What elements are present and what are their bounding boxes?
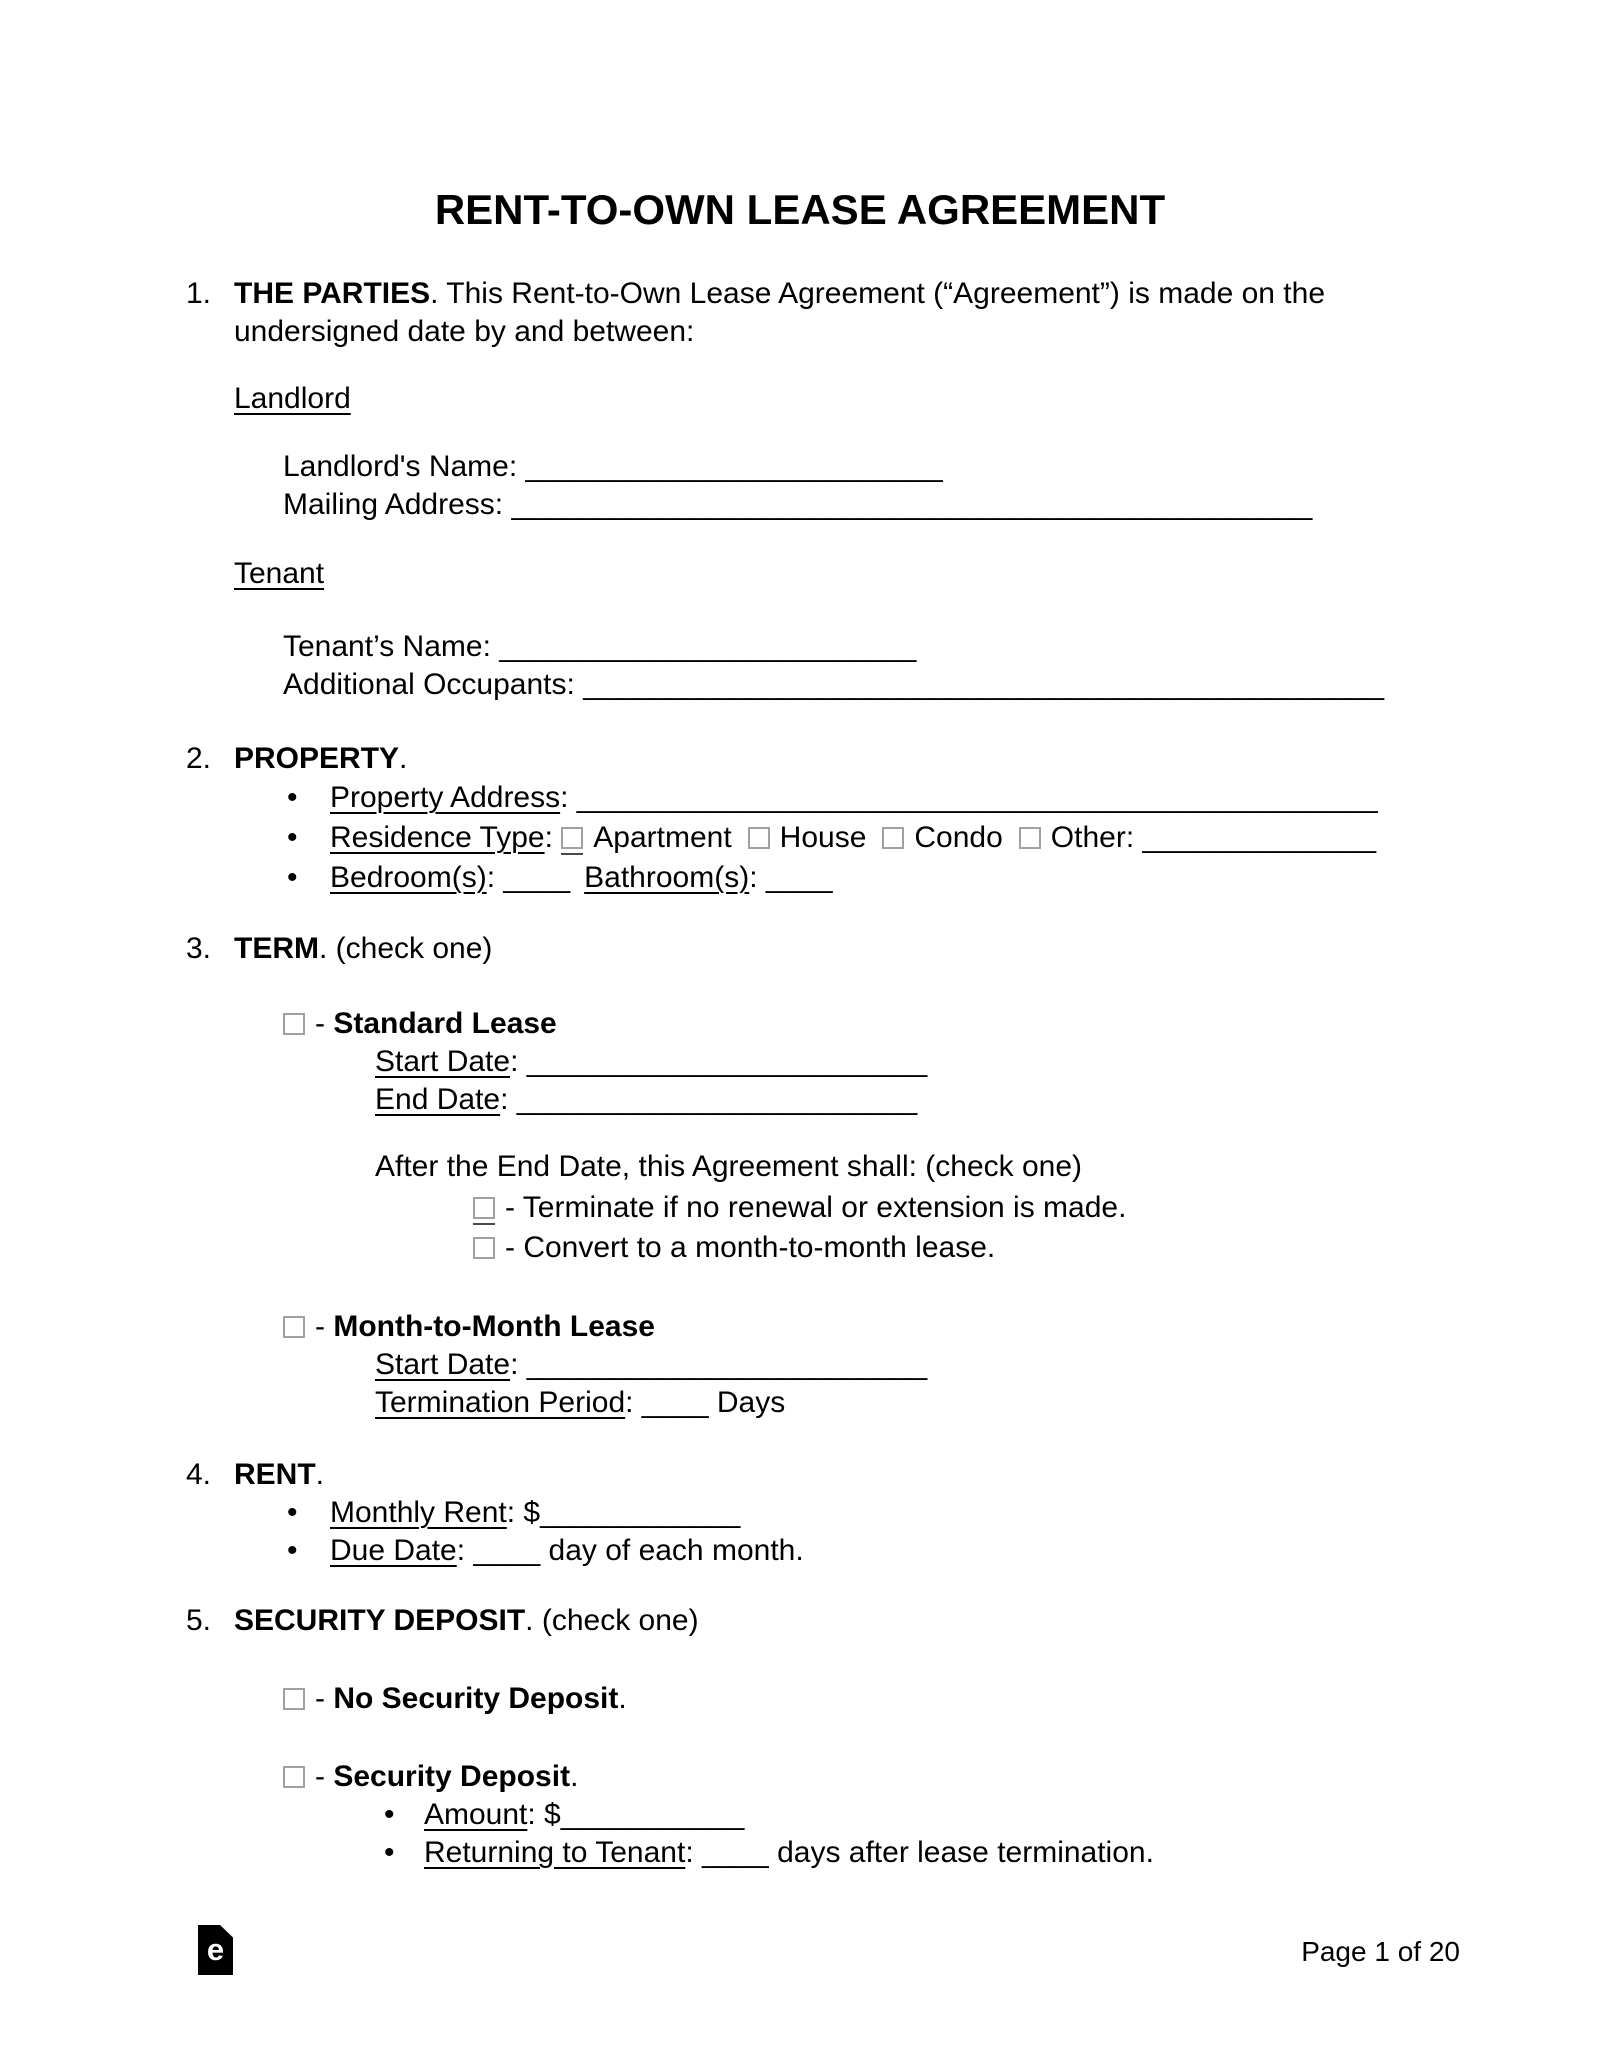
deposit-return-suffix: days after lease termination. [768, 1836, 1154, 1869]
section-title: SECURITY DEPOSIT [234, 1604, 526, 1637]
condo-checkbox[interactable] [882, 827, 904, 849]
section-title: THE PARTIES [234, 277, 431, 310]
eforms-logo [198, 1925, 233, 1975]
terminate-option-text: Terminate if no renewal or extension is made. [522, 1191, 1127, 1224]
landlord-name-row [283, 448, 943, 486]
section-number: 2. [186, 742, 212, 775]
additional-occupants-row [283, 666, 1384, 704]
standard-end-date-row [375, 1081, 917, 1119]
monthly-rent-blank: ____________ [540, 1496, 741, 1529]
separator: : [566, 668, 584, 701]
monthly-rent-label: Monthly Rent [330, 1496, 507, 1529]
dash: - [505, 1191, 523, 1224]
bullet-icon: • [287, 1496, 298, 1529]
landlord-name-blank: _________________________ [525, 450, 943, 483]
convert-option-text: Convert to a month-to-month lease. [523, 1231, 996, 1264]
standard-start-date-row [375, 1043, 927, 1081]
house-checkbox[interactable] [748, 827, 770, 849]
section-number: 3. [186, 932, 212, 965]
bedrooms-blank: ____ [503, 861, 571, 894]
condo-option-label: Condo [914, 821, 1003, 854]
separator: : [560, 781, 577, 814]
section-title-note: . (check one) [319, 932, 493, 965]
separator: : [749, 861, 766, 894]
section-parties-heading [186, 275, 1452, 351]
month-to-month-checkbox[interactable] [283, 1316, 305, 1338]
termination-period-blank: ____ [641, 1386, 709, 1419]
section-property-heading [186, 740, 407, 778]
separator: : [508, 450, 526, 483]
separator: : $ [527, 1798, 561, 1831]
bullet-icon: • [287, 821, 298, 854]
separator: : [685, 1836, 702, 1869]
separator: : [1125, 821, 1143, 854]
separator: : [510, 1348, 527, 1381]
due-date-row [287, 1532, 804, 1570]
house-option-label: House [779, 821, 867, 854]
no-security-deposit-row [283, 1680, 627, 1718]
convert-option-row [473, 1228, 995, 1268]
separator: : [625, 1386, 642, 1419]
separator: : [456, 1534, 474, 1567]
additional-occupants-blank: ________________________________________________ [583, 668, 1385, 701]
other-option-label: Other [1050, 821, 1126, 854]
other-checkbox[interactable] [1019, 827, 1041, 849]
section-title-note: . (check one) [525, 1604, 699, 1637]
residence-type-label: Residence Type [330, 821, 545, 854]
separator: : [482, 630, 500, 663]
property-address-label: Property Address [330, 781, 561, 814]
bathrooms-label: Bathroom(s) [584, 861, 750, 894]
deposit-amount-blank: ___________ [560, 1798, 745, 1831]
termination-period-suffix: Days [708, 1386, 786, 1419]
apartment-checkbox[interactable] [561, 827, 583, 849]
section-rent-heading [186, 1456, 324, 1494]
section-number: 1. [186, 277, 212, 310]
property-address-row [287, 778, 1378, 818]
document-title: RENT-TO-OWN LEASE AGREEMENT [434, 186, 1166, 233]
start-date-label: Start Date [375, 1045, 511, 1078]
section-title: PROPERTY [234, 742, 400, 775]
page-number: Page 1 of 20 [1301, 1936, 1460, 1967]
mailing-address-row [283, 486, 1312, 524]
tenant-name-label: Tenant’s Name [283, 630, 483, 663]
bullet-icon: • [287, 781, 298, 814]
security-deposit-checkbox[interactable] [283, 1766, 305, 1788]
deposit-return-label: Returning to Tenant [424, 1836, 686, 1869]
dash: - [315, 1310, 334, 1343]
dash: - [315, 1682, 334, 1715]
eforms-logo-letter: e [206, 1932, 225, 1967]
security-deposit-label: Security Deposit [333, 1760, 571, 1793]
separator: : $ [506, 1496, 541, 1529]
due-date-blank: ____ [473, 1534, 541, 1567]
section-title-period: . [399, 742, 408, 775]
bedrooms-label: Bedroom(s) [330, 861, 487, 894]
separator: : [510, 1045, 527, 1078]
property-address-blank: ________________________________________________ [576, 781, 1378, 814]
bullet-icon: • [384, 1836, 395, 1869]
residence-type-row [287, 818, 1376, 858]
dash: - [505, 1231, 524, 1264]
period: . [570, 1760, 579, 1793]
deposit-return-row [384, 1834, 1154, 1872]
section-title: TERM [234, 932, 319, 965]
dash: - [315, 1007, 334, 1040]
period: . [618, 1682, 627, 1715]
termination-period-row [375, 1384, 785, 1422]
separator: : [544, 821, 562, 854]
monthly-rent-row [287, 1494, 740, 1532]
section-title-period: . [315, 1458, 325, 1491]
mtm-start-date-row [375, 1346, 927, 1384]
mailing-address-blank: ________________________________________________ [511, 488, 1313, 521]
section-term-heading [186, 930, 492, 968]
due-date-label: Due Date [330, 1534, 457, 1567]
bullet-icon: • [384, 1798, 395, 1831]
end-date-label: End Date [375, 1083, 501, 1116]
additional-occupants-label: Additional Occupants [283, 668, 567, 701]
bullet-icon: • [287, 1534, 298, 1567]
terminate-checkbox[interactable] [473, 1197, 495, 1219]
dash: - [315, 1760, 334, 1793]
apartment-option-label: Apartment [593, 821, 732, 854]
other-blank: ______________ [1142, 821, 1377, 854]
no-security-deposit-label: No Security Deposit [333, 1682, 619, 1715]
no-security-deposit-checkbox[interactable] [283, 1688, 305, 1710]
deposit-amount-label: Amount [424, 1798, 528, 1831]
month-to-month-row [283, 1308, 655, 1346]
section-deposit-heading [186, 1602, 699, 1640]
tenant-name-blank: _________________________ [499, 630, 917, 663]
month-to-month-label: Month-to-Month Lease [333, 1310, 655, 1343]
deposit-amount-row [384, 1796, 744, 1834]
tenant-name-row [283, 628, 916, 666]
start-date-blank: ________________________ [526, 1045, 928, 1078]
start-date-label: Start Date [375, 1348, 511, 1381]
deposit-return-blank: ____ [701, 1836, 769, 1869]
bedrooms-row [287, 858, 833, 898]
bullet-icon: • [287, 861, 298, 894]
security-deposit-row [283, 1758, 578, 1796]
landlord-name-label: Landlord's Name [283, 450, 509, 483]
after-end-date-text: After the End Date, this Agreement shall: (check one) [375, 1150, 1083, 1183]
section-number: 4. [186, 1458, 212, 1491]
termination-period-label: Termination Period [375, 1386, 626, 1419]
standard-lease-checkbox[interactable] [283, 1013, 305, 1035]
landlord-subheading: Landlord [234, 382, 351, 415]
standard-lease-label: Standard Lease [333, 1007, 557, 1040]
separator: : [486, 861, 504, 894]
separator: : [494, 488, 512, 521]
section-number: 5. [186, 1604, 212, 1637]
mtm-start-date-blank: ________________________ [526, 1348, 928, 1381]
due-date-suffix: day of each month. [540, 1534, 804, 1567]
section-title: RENT [234, 1458, 316, 1491]
standard-lease-row [283, 1005, 557, 1043]
section-intro-text: . This Rent-to-Own Lease Agreement (“Agreement”) is made on the undersigned date by and between: [234, 277, 1325, 348]
mailing-address-label: Mailing Address [283, 488, 495, 521]
bathrooms-blank: ____ [765, 861, 833, 894]
end-date-blank: ________________________ [516, 1083, 918, 1116]
tenant-subheading: Tenant [234, 557, 325, 590]
separator: : [500, 1083, 517, 1116]
terminate-option-row [473, 1188, 1126, 1228]
convert-checkbox[interactable] [473, 1237, 495, 1259]
